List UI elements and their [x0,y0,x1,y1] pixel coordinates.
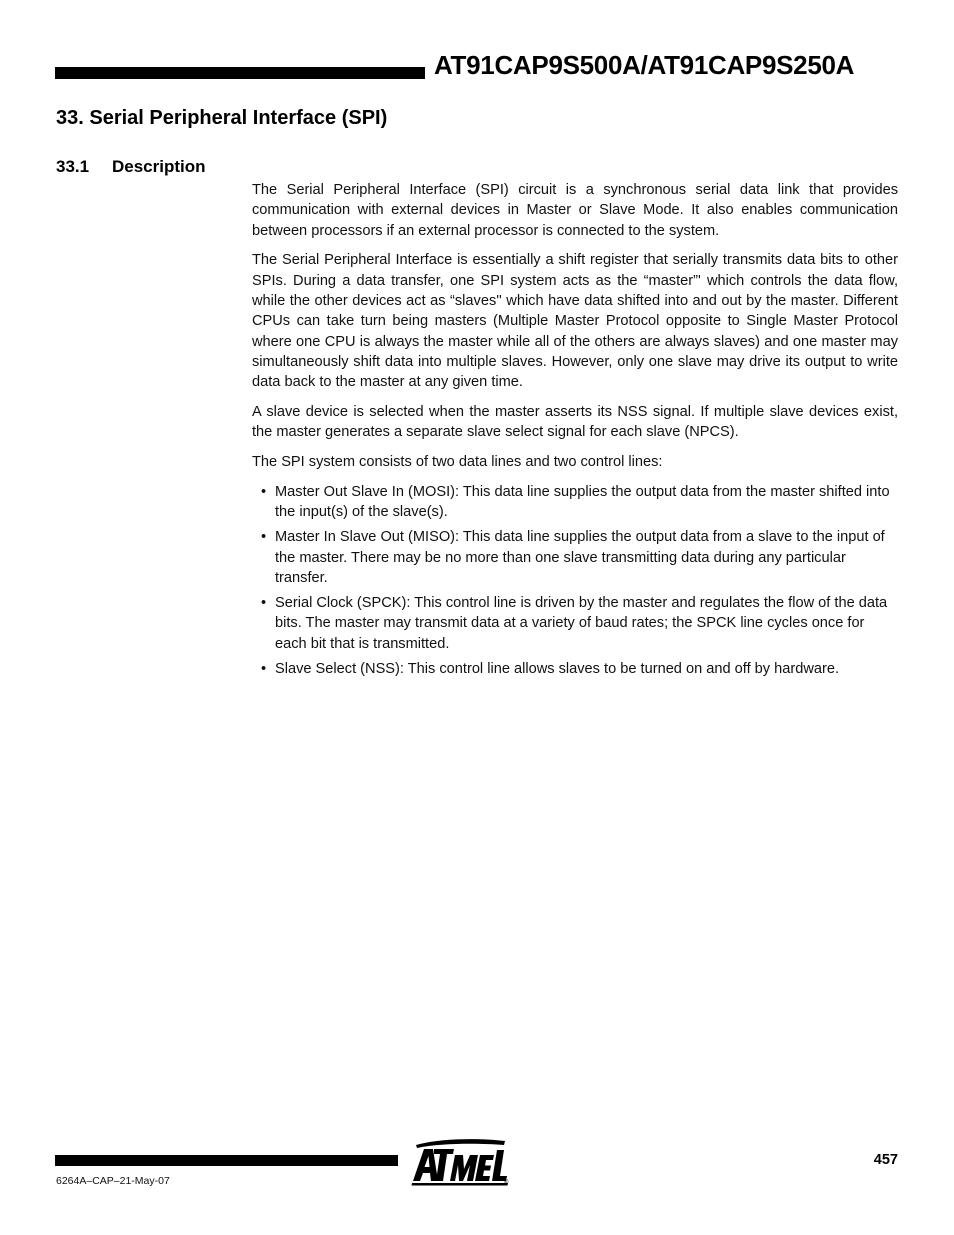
list-item-text: Serial Clock (SPCK): This control line is driven by the master and regulates the flow of the data bits. The master may transmit data at a variety of baud rates; the SPCK line cycles once for each bit that is transmitted. [275,594,888,652]
paragraph: A slave device is selected when the master asserts its NSS signal. If multiple slave devices exist, the master generates a separate slave select signal for each slave (NPCS). [252,403,898,441]
footer-rule [55,1155,398,1166]
document-code: 6264A–CAP–21-May-07 [56,1175,170,1187]
body-content [252,180,898,684]
header-rule [55,67,425,79]
bullet-icon: • [261,529,267,546]
section-heading [56,157,206,177]
list-item [252,527,898,588]
signal-list [252,482,898,679]
page-number: 457 [873,1152,898,1168]
bullet-icon: • [261,660,267,677]
list-item [252,482,898,523]
list-item-text: Slave Select (NSS): This control line allows slaves to be turned on and off by hardware. [275,660,840,677]
bullet-icon: • [261,483,267,500]
document-title: AT91CAP9S500A/AT91CAP9S250A [434,50,855,80]
paragraph: The SPI system consists of two data lines and two control lines: [252,454,663,471]
list-item [252,593,898,654]
paragraph: The Serial Peripheral Interface (SPI) circuit is a synchronous serial data link that provides communication with external devices in Master or Slave Mode. It also enables communication between processors if an external processor is connected to the system. [252,182,898,239]
section-number: 33.1 [56,157,90,176]
atmel-logo-icon [410,1137,512,1187]
bullet-icon: • [261,594,267,611]
chapter-heading: 33. Serial Peripheral Interface (SPI) [56,107,388,129]
section-title: Description [112,157,206,176]
list-item-text: Master Out Slave In (MOSI): This data line supplies the output data from the master shifted into the input(s) of the slave(s). [275,483,890,521]
registered-mark: ® [504,1180,509,1186]
list-item-text: Master In Slave Out (MISO): This data line supplies the output data from a slave to the input of the master. There may be no more than one slave transmitting data during any particular transfer. [275,529,885,586]
paragraph: The Serial Peripheral Interface is essentially a shift register that serially transmits data bits to other SPIs. During a data transfer, one SPI system acts as the “master”' which controls the data flow, while the other devices act as “slaves'' which have data shifted into and out by the master. Different CPUs can take turn being masters (Multiple Master Protocol opposite to Single Master Protocol where one CPU is always the master while all of the others are always slaves) and one master may simultaneously shift data into multiple slaves. However, only one slave may drive its output to write data back to the master at any given time. [252,252,898,391]
list-item [252,659,898,679]
